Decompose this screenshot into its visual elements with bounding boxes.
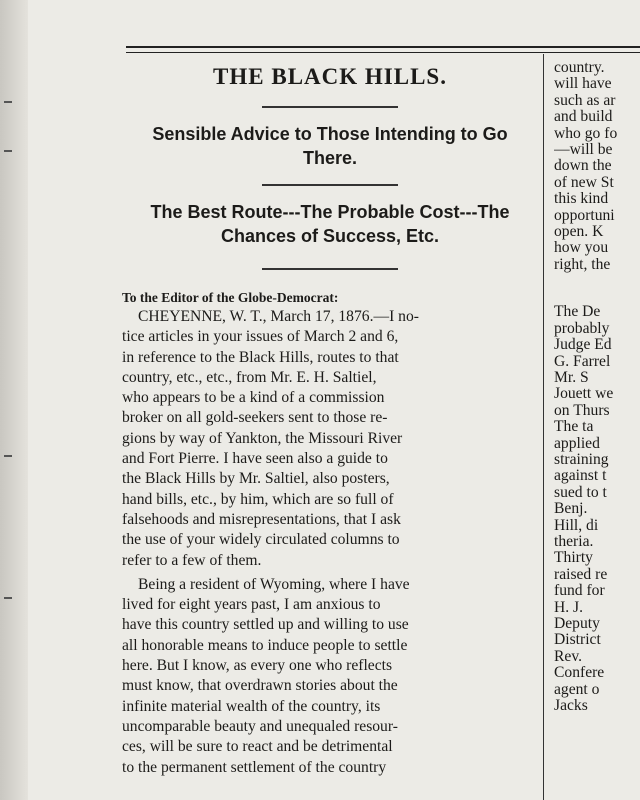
text-line: the use of your widely circulated columns to (122, 531, 400, 549)
text-line: District (554, 631, 601, 649)
text-line: gions by way of Yankton, the Missouri River (122, 429, 403, 447)
text-line: must know, that overdrawn stories about the (122, 677, 398, 695)
text-line: H. J. (554, 598, 584, 616)
text-line: the Black Hills by Mr. Saltiel, also posters, (122, 470, 390, 488)
text-line: sued to t (554, 483, 607, 501)
text-line: who appears to be a kind of a commission (122, 389, 385, 407)
page-fold-margin (0, 0, 28, 800)
text-line: here. But I know, as every one who reflects (122, 657, 393, 675)
text-line: and Fort Pierre. I have seen also a guide to (122, 450, 388, 468)
text-line: Deputy (554, 615, 600, 632)
text-line: will have (554, 75, 612, 93)
text-line: ces, will be sure to react and be detrimental (122, 738, 393, 756)
text-line: refer to a few of them. (122, 551, 262, 569)
text-line: such as ar (554, 91, 616, 109)
text-line: country. (554, 60, 605, 76)
text-line: theria. (554, 532, 594, 550)
text-line: straining (554, 450, 609, 468)
fold-mark (4, 101, 12, 103)
text-line: falsehoods and misrepresentations, that I ask (122, 510, 401, 528)
text-line: CHEYENNE, W. T., March 17, 1876.—I no- (138, 308, 419, 325)
text-line: against t (554, 467, 607, 485)
text-line: Judge Ed (554, 336, 612, 354)
text-line: have this country settled up and willing to use (122, 616, 409, 634)
fold-mark (4, 455, 12, 457)
article-column (122, 62, 538, 778)
text-line: to the permanent settlement of the country (122, 758, 387, 776)
text-line: open. K (554, 223, 604, 241)
text-line: Being a resident of Wyoming, where I have (138, 575, 410, 593)
divider-rule (262, 184, 398, 186)
headline: THE BLACK HILLS. (213, 64, 447, 89)
text-line: all honorable means to induce people to settle (122, 636, 408, 654)
adjacent-column-block-2 (554, 304, 640, 714)
text-line: Thirty (554, 549, 593, 567)
subheadline-1: Sensible Advice to Those Intending to Go There. (152, 124, 508, 168)
top-column-rule (126, 46, 640, 53)
text-line: Jouett we (554, 385, 614, 403)
text-line: The ta (554, 418, 594, 436)
divider-rule (262, 268, 398, 270)
text-line: who go fo (554, 124, 618, 142)
text-line: Jacks (554, 697, 588, 715)
text-line: right, the (554, 255, 611, 273)
paragraph-1 (122, 307, 538, 571)
text-line: hand bills, etc., by him, which are so full of (122, 490, 394, 508)
text-line: probably (554, 319, 610, 337)
text-line: broker on all gold-seekers sent to those re- (122, 409, 388, 427)
text-line: tice articles in your issues of March 2 and 6, (122, 328, 399, 346)
text-line: of new St (554, 173, 614, 191)
text-line: Confere (554, 664, 605, 682)
text-line: infinite material wealth of the country, its (122, 697, 381, 715)
text-line: on Thurs (554, 401, 610, 419)
text-line: uncomparable beauty and unequaled resour- (122, 717, 398, 735)
text-line: G. Farrel (554, 352, 611, 370)
text-line: how you (554, 239, 609, 257)
fold-mark (4, 150, 12, 152)
text-line: opportuni (554, 206, 615, 224)
text-line: fund for (554, 582, 605, 600)
text-line: Mr. S (554, 368, 589, 386)
text-line: country, etc., etc., from Mr. E. H. Saltiel, (122, 368, 377, 386)
text-line: agent o (554, 680, 600, 698)
paragraph-2 (122, 575, 538, 778)
text-line: this kind (554, 190, 609, 208)
text-line: and build (554, 108, 613, 126)
subheadline-2: The Best Route---The Probable Cost---The Chances of Success, Etc. (150, 202, 510, 246)
adjacent-column-fragment (554, 60, 640, 714)
text-line: raised re (554, 565, 608, 583)
text-line: —will be (554, 141, 613, 159)
text-line: Rev. (554, 647, 583, 665)
fold-mark (4, 597, 12, 599)
text-line: Benj. (554, 500, 588, 518)
text-line: Hill, di (554, 516, 599, 534)
text-line: in reference to the Black Hills, routes to that (122, 348, 399, 366)
text-line: lived for eight years past, I am anxious to (122, 596, 381, 614)
text-line: The De (554, 303, 601, 321)
divider-rule (262, 106, 398, 108)
text-line: down the (554, 157, 612, 175)
salutation: To the Editor of the Globe-Democrat: (122, 290, 339, 305)
column-divider (543, 54, 544, 800)
adjacent-column-block-1 (554, 60, 640, 273)
text-line: applied (554, 434, 600, 452)
